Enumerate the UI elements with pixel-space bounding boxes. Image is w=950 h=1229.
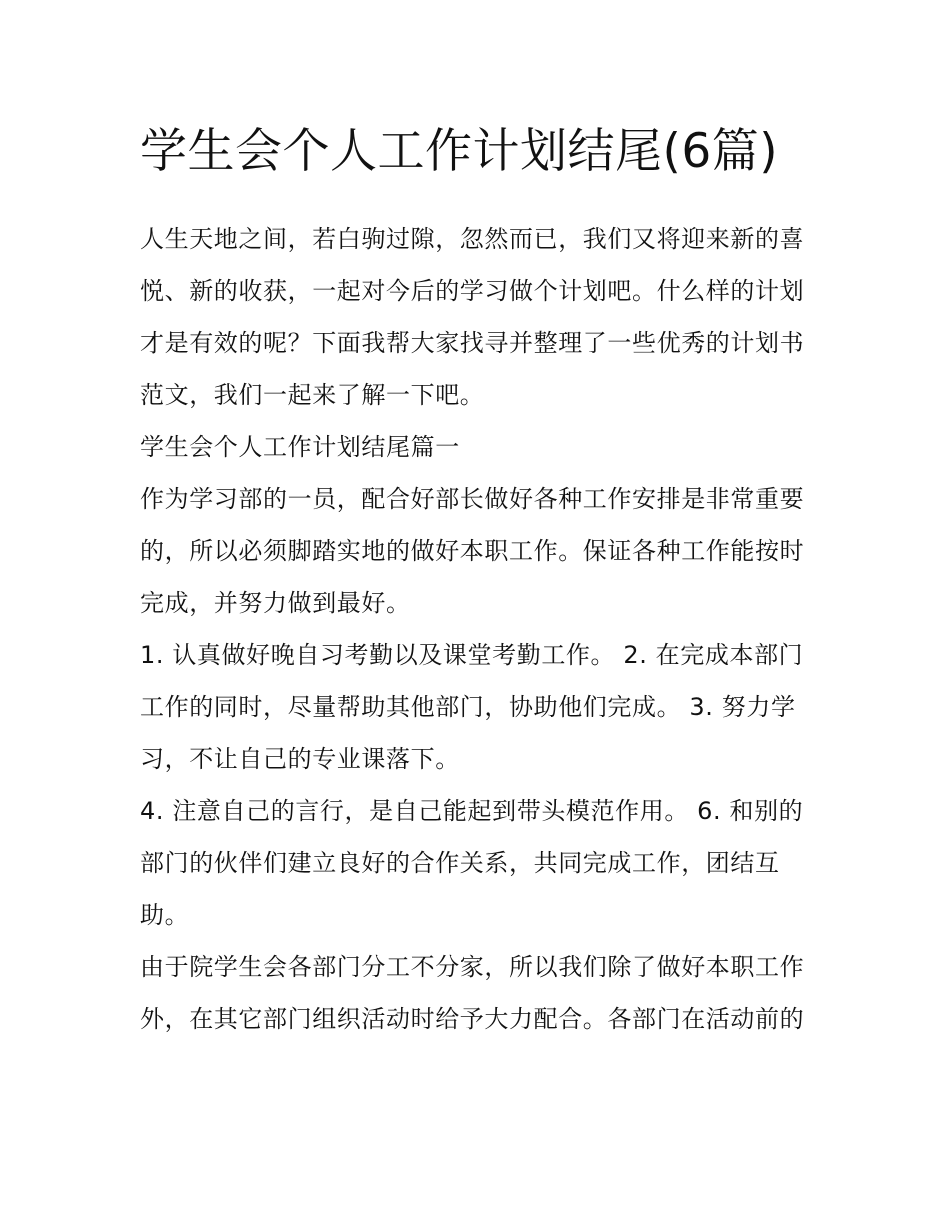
list-paragraph: 1. 认真做好晚自习考勤以及课堂考勤工作。 2. 在完成本部门工作的同时，尽量帮助其他部门，协助他们完成。 3. 努力学习，不让自己的专业课落下。 [140, 641, 804, 773]
body-paragraph: 由于院学生会各部门分工不分家，所以我们除了做好本职工作外，在其它部门组织活动时给予大力配合。各部门在活动前的 [140, 953, 805, 1033]
section-heading: 学生会个人工作计划结尾篇一 [140, 433, 460, 461]
intro-paragraph: 人生天地之间，若白驹过隙，忽然而已，我们又将迎来新的喜悦、新的收获，一起对今后的学习做个计划吧。什么样的计划才是有效的呢？下面我帮大家找寻并整理了一些优秀的计划书范文，我们一起来了解一下吧。 [140, 225, 805, 409]
body-paragraph: 作为学习部的一员，配合好部长做好各种工作安排是非常重要的，所以必须脚踏实地的做好本职工作。保证各种工作能按时完成，并努力做到最好。 [140, 485, 805, 617]
document-title: 学生会个人工作计划结尾(6篇) [140, 124, 779, 179]
list-paragraph: 4. 注意自己的言行，是自己能起到带头模范作用。 6. 和别的部门的伙伴们建立良好的合作关系，共同完成工作，团结互助。 [140, 797, 804, 929]
document-body [140, 112, 815, 1045]
